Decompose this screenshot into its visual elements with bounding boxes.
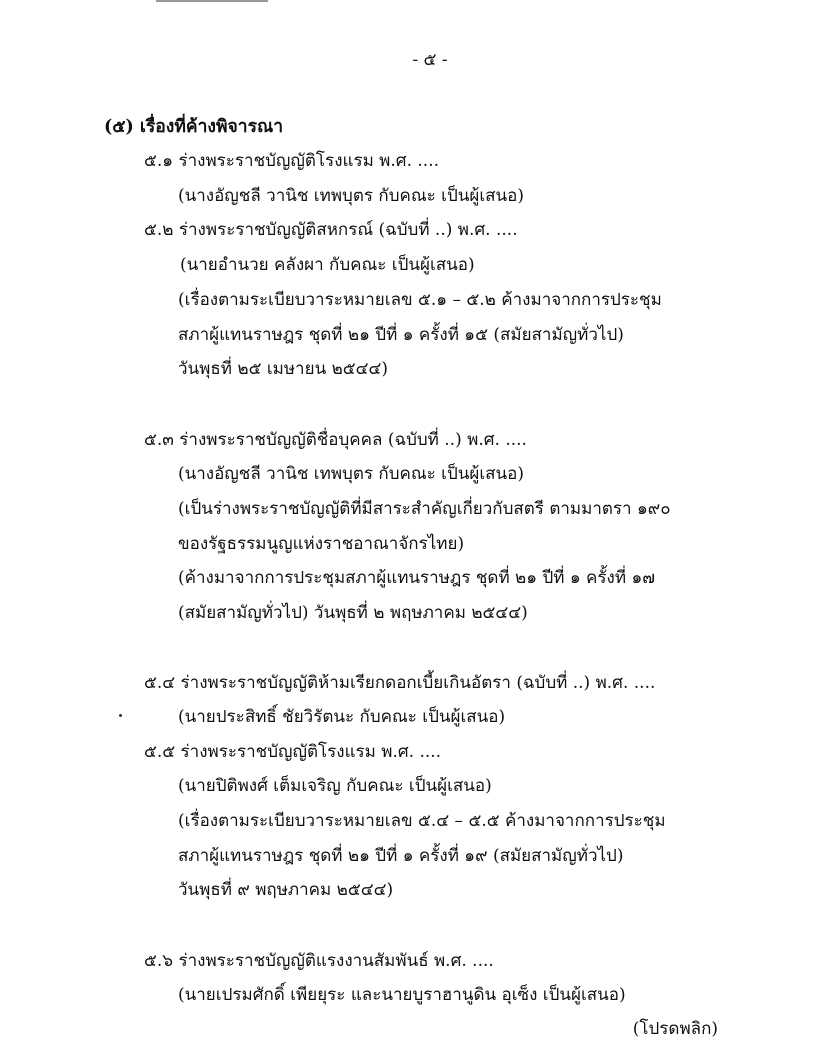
item-5-6-detail: (นายเปรมศักดิ์ เพียยุระ และนายบูราฮานูดิน อุเซ็ง เป็นผู้เสนอ) (178, 985, 626, 1005)
item-5-3-detail: (นางอัญชลี วานิช เทพบุตร กับคณะ เป็นผู้เสนอ) (178, 464, 524, 484)
item-5-5-detail: วันพุธที่ ๙ พฤษภาคม ๒๕๔๔) (178, 880, 394, 900)
item-5-4-heading: ๕.๔ ร่างพระราชบัญญัติห้ามเรียกดอกเบี้ยเกินอัตรา (ฉบับที่ ..) พ.ศ. .... (144, 673, 656, 693)
top-rule (156, 0, 268, 2)
item-5-2-detail: (นายอำนวย คลังผา กับคณะ เป็นผู้เสนอ) (180, 255, 475, 275)
item-5-2-detail: (เรื่องตามระเบียบวาระหมายเลข ๕.๑ – ๕.๒ ค้างมาจากการประชุม (178, 290, 662, 310)
item-5-2-heading: ๕.๒ ร่างพระราชบัญญัติสหกรณ์ (ฉบับที่ ..) พ.ศ. .... (144, 220, 518, 240)
item-5-5-detail: (นายปิติพงศ์ เต็มเจริญ กับคณะ เป็นผู้เสนอ) (178, 776, 492, 796)
item-5-6-heading: ๕.๖ ร่างพระราชบัญญัติแรงงานสัมพันธ์ พ.ศ. .... (144, 951, 494, 971)
item-5-4-detail: (นายประสิทธิ์ ชัยวิรัตนะ กับคณะ เป็นผู้เสนอ) (178, 707, 506, 727)
item-5-3-heading: ๕.๓ ร่างพระราชบัญญัติชื่อบุคคล (ฉบับที่ ..) พ.ศ. .... (144, 430, 527, 450)
item-5-2-detail: วันพุธที่ ๒๕ เมษายน ๒๕๔๔) (178, 359, 389, 379)
item-5-5-detail: (เรื่องตามระเบียบวาระหมายเลข ๕.๔ – ๕.๕ ค้างมาจากการประชุม (178, 811, 666, 831)
page-number: - ๕ - (412, 50, 448, 70)
section-heading: (๕) เรื่องที่ค้างพิจารณา (104, 117, 284, 137)
item-5-1-detail: (นางอัญชลี วานิช เทพบุตร กับคณะ เป็นผู้เสนอ) (178, 186, 524, 206)
item-5-1-heading: ๕.๑ ร่างพระราชบัญญัติโรงแรม พ.ศ. .... (144, 151, 440, 171)
item-5-5-heading: ๕.๕ ร่างพระราชบัญญัติโรงแรม พ.ศ. .... (144, 742, 442, 762)
item-5-3-detail: (เป็นร่างพระราชบัญญัติที่มีสาระสำคัญเกี่ยวกับสตรี ตามมาตรา ๑๙๐ (178, 499, 671, 519)
please-turn-over-note: (โปรดพลิก) (632, 1019, 718, 1039)
item-5-3-detail: (สมัยสามัญทั่วไป) วันพุธที่ ๒ พฤษภาคม ๒๕๔๔) (178, 603, 528, 623)
item-5-3-detail: ของรัฐธรรมนูญแห่งราชอาณาจักรไทย) (178, 534, 465, 554)
stray-dot (119, 714, 122, 717)
item-5-2-detail: สภาผู้แทนราษฎร ชุดที่ ๒๑ ปีที่ ๑ ครั้งที่ ๑๕ (สมัยสามัญทั่วไป) (178, 325, 624, 345)
item-5-3-detail: (ค้างมาจากการประชุมสภาผู้แทนราษฎร ชุดที่ ๒๑ ปีที่ ๑ ครั้งที่ ๑๗ (178, 568, 656, 588)
item-5-5-detail: สภาผู้แทนราษฎร ชุดที่ ๒๑ ปีที่ ๑ ครั้งที่ ๑๙ (สมัยสามัญทั่วไป) (178, 846, 624, 866)
